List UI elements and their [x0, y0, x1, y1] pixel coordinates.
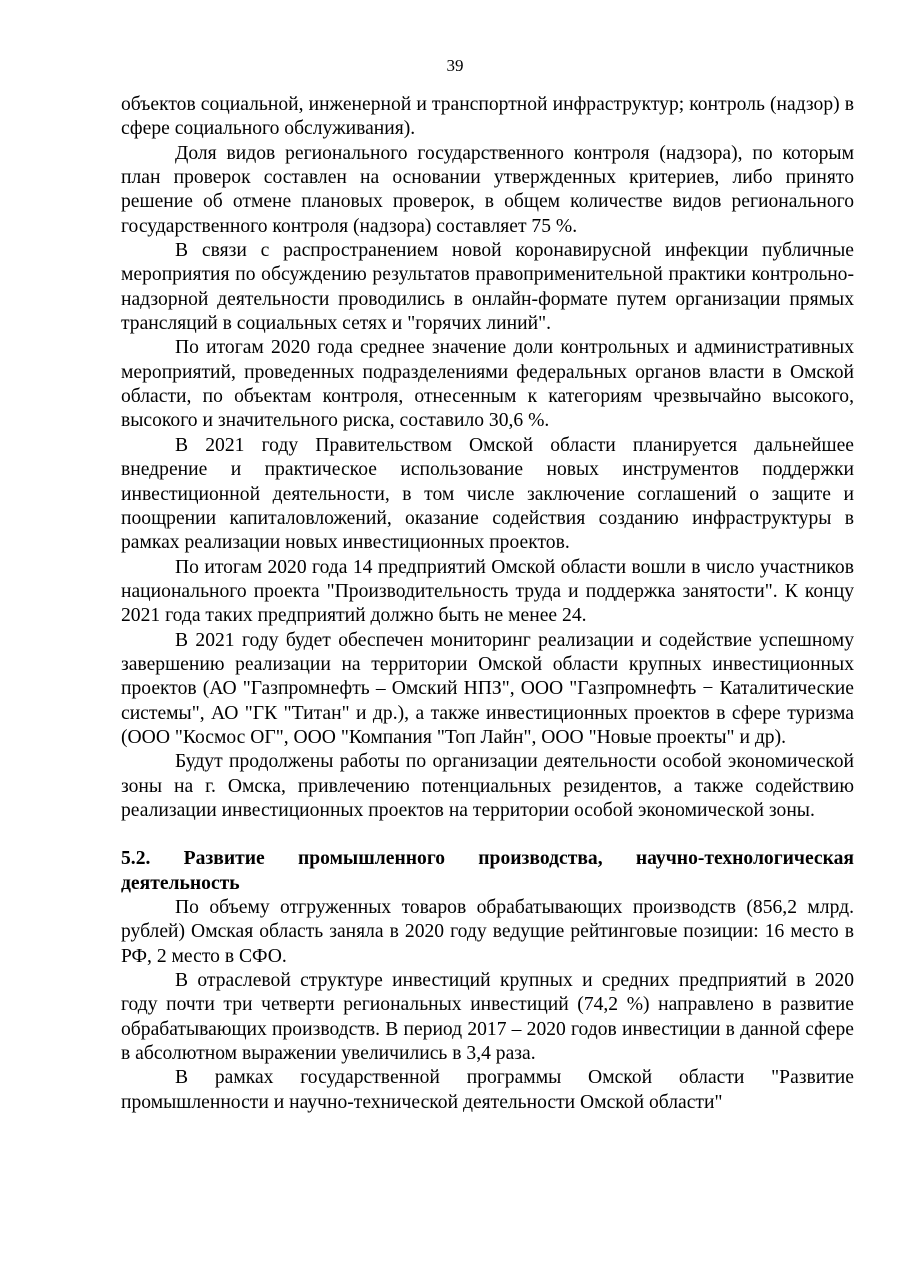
paragraph: Доля видов регионального государственного контроля (надзора), по которым план проверок составлен на основании утвержденных критериев, либо принято решение об отмене плановых проверок, в общем количестве видов регионального государственного контроля (надзора) составляет 75 %. [121, 142, 854, 237]
paragraph: По итогам 2020 года среднее значение доли контрольных и административных мероприятий, проведенных подразделениями федеральных органов власти в Омской области, по объектам контроля, отнесенным к категориям чрезвычайно высокого, высокого и значительного риска, составило 30,6 %. [121, 337, 854, 432]
paragraph: По итогам 2020 года 14 предприятий Омской области вошли в число участников национального проекта "Производительность труда и поддержка занятости". К концу 2021 года таких предприятий должно быть не менее 24. [121, 556, 854, 627]
paragraph: В 2021 году будет обеспечен мониторинг реализации и содействие успешному завершению реализации на территории Омской области крупных инвестиционных проектов (АО "Газпромнефть – Омский НПЗ", ООО "Газпромнефть − Каталитические системы", АО "ГК "Титан" и др.), а также инвестиционных проектов в сфере туризма (ООО "Космос ОГ", ООО "Компания "Топ Лайн", ООО "Новые проекты" и др). [121, 629, 854, 748]
paragraph: объектов социальной, инженерной и транспортной инфраструктур; контроль (надзор) в сфере социального обслуживания). [121, 94, 854, 140]
paragraph: По объему отгруженных товаров обрабатывающих производств (856,2 млрд. рублей) Омская область заняла в 2020 году ведущие рейтинговые позиции: 16 место в РФ, 2 место в СФО. [121, 897, 854, 967]
page-number: 39 [446, 56, 464, 75]
paragraph: В 2021 году Правительством Омской области планируется дальнейшее внедрение и практическое использование новых инструментов поддержки инвестиционной деятельности, в том числе заключение соглашений о защите и поощрении капиталовложений, оказание содействия созданию инфраструктуры в рамках реализации новых инвестиционных проектов. [121, 434, 854, 554]
paragraph: Будут продолжены работы по организации деятельности особой экономической зоны на г. Омска, привлечению потенциальных резидентов, а также содействию реализации инвестиционных проектов на территории особой экономической зоны. [121, 751, 854, 821]
section-spacer [121, 823, 854, 847]
page-body [121, 93, 854, 1115]
paragraph: В связи с распространением новой коронавирусной инфекции публичные мероприятия по обсуждению результатов правоприменительной практики контрольно-надзорной деятельности проводились в онлайн-формате путем организации прямых трансляций в социальных сетях и "горячих линий". [121, 240, 854, 335]
paragraph: В рамках государственной программы Омской области "Развитие промышленности и научно-технической деятельности Омской области" [121, 1067, 854, 1113]
paragraph: В отраслевой структуре инвестиций крупных и средних предприятий в 2020 году почти три четверти региональных инвестиций (74,2 %) направлено в развитие обрабатывающих производств. В период 2017 – 2020 годов инвестиции в данной сфере в абсолютном выражении увеличились в 3,4 раза. [121, 970, 854, 1065]
section-heading: 5.2. Развитие промышленного производства, научно-технологическая деятельность [121, 848, 854, 894]
